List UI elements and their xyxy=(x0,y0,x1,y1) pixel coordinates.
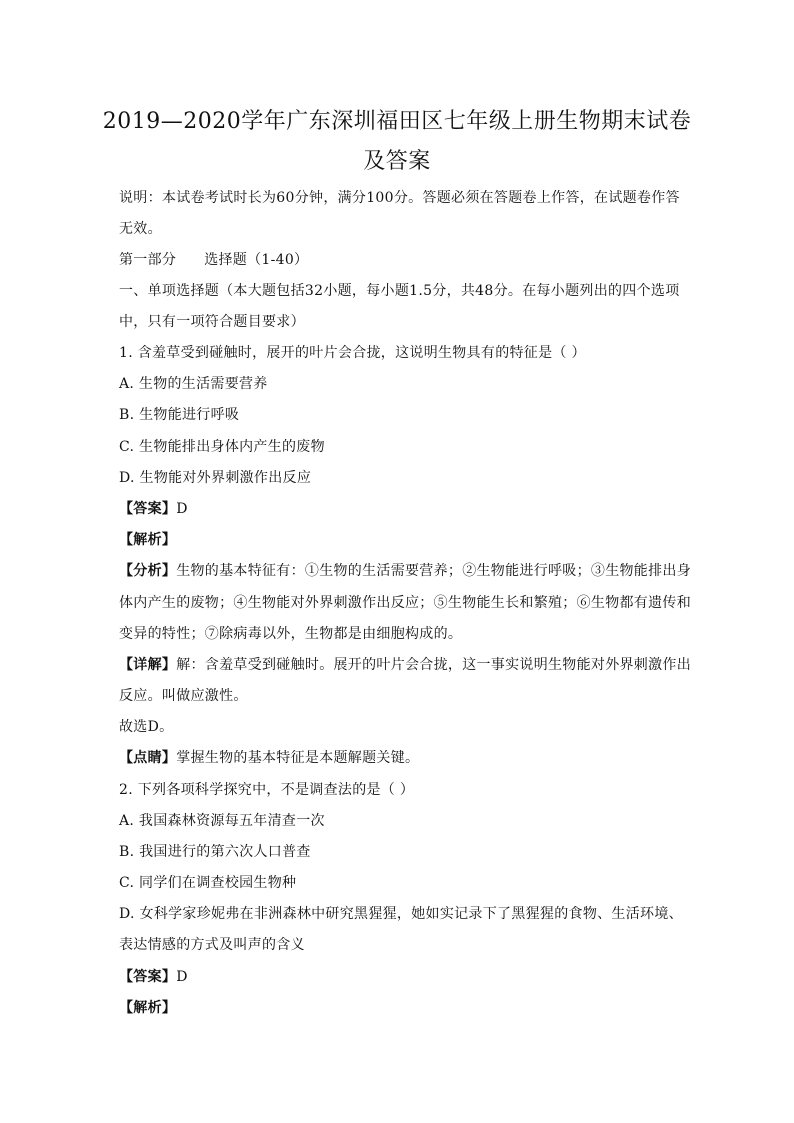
section-heading: 一、单项选择题（本大题包括32小题，每小题1.5分，共48分。在每小题列出的四个选项 xyxy=(119,283,680,299)
question-2-option-a: A. 我国森林资源每五年清查一次 xyxy=(119,813,325,829)
question-1-option-a: A. 生物的生活需要营养 xyxy=(119,376,268,392)
question-1-option-c: C. 生物能排出身体内产生的废物 xyxy=(119,439,325,455)
question-2-option-d-continued: 表达情感的方式及叫声的含义 xyxy=(119,937,305,953)
fenxi-tag: 【分析】 xyxy=(119,563,177,579)
part-label: 第一部分 xyxy=(119,252,177,268)
question-1-fenxi-continued: 体内产生的废物；④生物能对外界刺激作出反应；⑤生物能生长和繁殖；⑥生物都有遗传和 xyxy=(119,595,691,611)
instructions-line: 说明：本试卷考试时长为60分钟，满分100分。答题必须在答题卷上作答，在试题卷作答 xyxy=(119,190,680,206)
question-1-option-b: B. 生物能进行呼吸 xyxy=(119,407,240,423)
question-1-dianjing xyxy=(119,747,419,767)
answer-tag: 【答案】 xyxy=(119,969,177,985)
answer-value: D xyxy=(176,969,188,985)
question-2-option-c: C. 同学们在调查校园生物种 xyxy=(119,875,297,891)
analysis-tag: 【解析】 xyxy=(119,532,177,548)
instructions-line: 无效。 xyxy=(119,221,162,237)
answer-value: D xyxy=(176,501,188,517)
question-2-answer xyxy=(119,966,188,986)
section-heading-continued: 中，只有一项符合题目要求） xyxy=(119,314,305,330)
question-1-answer xyxy=(119,498,188,518)
dianjing-tag: 【点睛】 xyxy=(119,750,177,766)
question-2-option-b: B. 我国进行的第六次人口普查 xyxy=(119,844,311,860)
question-2-analysis-heading xyxy=(119,997,176,1017)
xiangjie-tag: 【详解】 xyxy=(119,657,177,673)
question-1-fenxi-continued: 变异的特性；⑦除病毒以外，生物都是由细胞构成的。 xyxy=(119,626,463,642)
analysis-tag: 【解析】 xyxy=(119,1000,177,1016)
question-1-option-d: D. 生物能对外界刺激作出反应 xyxy=(119,470,312,486)
document-title-continued: 及答案 xyxy=(363,149,431,174)
question-2-option-d: D. 女科学家珍妮弗在非洲森林中研究黑猩猩，她如实记录下了黑猩猩的食物、生活环境、 xyxy=(119,906,683,922)
document-title: 2019—2020学年广东深圳福田区七年级上册生物期末试卷 xyxy=(102,109,692,134)
part-name: 选择题（1-40） xyxy=(204,252,309,268)
question-1-analysis-heading xyxy=(119,529,176,549)
question-1-xiangjie-continued: 反应。叫做应激性。 xyxy=(119,688,248,704)
dianjing-text: 掌握生物的基本特征是本题解题关键。 xyxy=(176,750,420,766)
fenxi-text: 生物的基本特征有：①生物的生活需要营养；②生物能进行呼吸；③生物能排出身 xyxy=(176,563,692,579)
question-2-stem: 2. 下列各项科学探究中，不是调查法的是（ ） xyxy=(119,782,415,798)
question-1-xiangjie xyxy=(119,654,691,674)
question-1-stem: 1. 含羞草受到碰触时，展开的叶片会合拢，这说明生物具有的特征是（ ） xyxy=(119,345,586,361)
answer-tag: 【答案】 xyxy=(119,501,177,517)
question-1-conclusion: 故选D。 xyxy=(119,719,174,735)
question-1-fenxi xyxy=(119,560,691,580)
xiangjie-text: 解：含羞草受到碰触时。展开的叶片会合拢，这一事实说明生物能对外界刺激作出 xyxy=(176,657,692,673)
part-heading xyxy=(119,249,308,269)
